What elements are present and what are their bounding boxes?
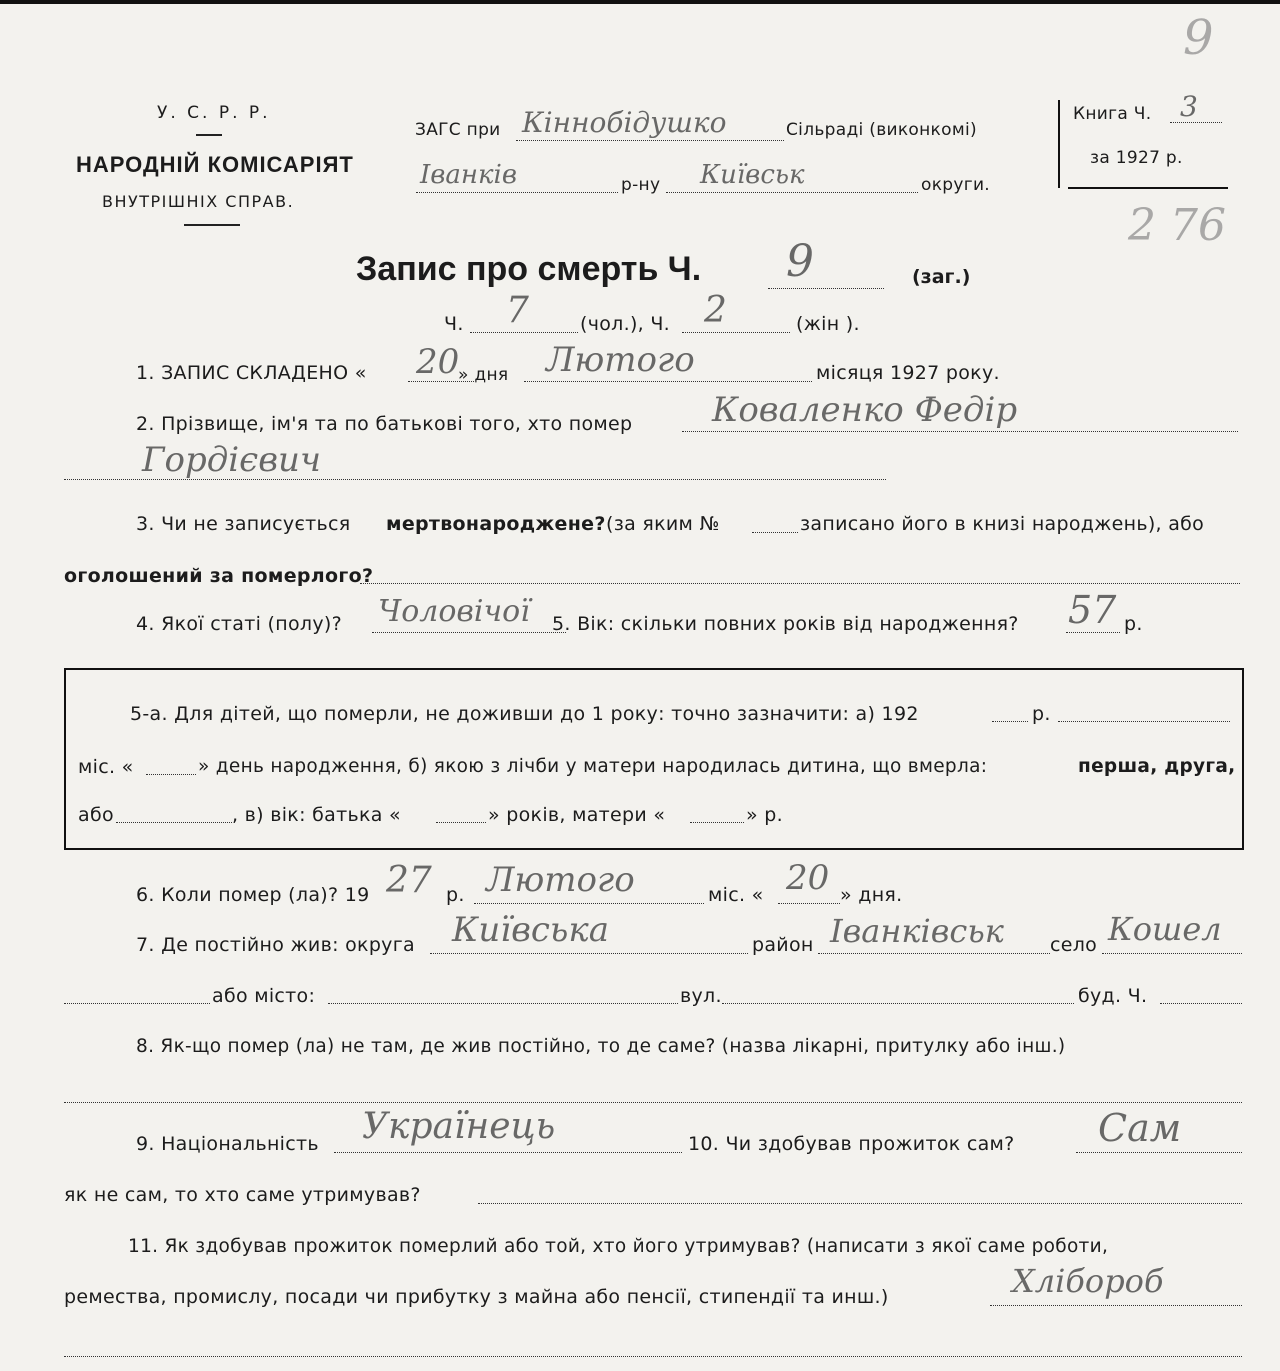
- item7-bud: буд. Ч.: [1078, 985, 1148, 1007]
- item5a-line2-a: міс. «: [78, 756, 134, 778]
- item4-sex-handwritten: Чоловічої: [378, 594, 530, 629]
- zags-field-line: [516, 140, 784, 141]
- book-bracket-vertical: [1058, 100, 1060, 188]
- item4-age-label: 5. Вік: скільки повних років від народження?: [552, 613, 1019, 635]
- item4-age-handwritten: 57: [1068, 588, 1117, 632]
- book-label: Книга Ч.: [1073, 104, 1152, 124]
- item11-line-bottom: [64, 1356, 1242, 1357]
- item7-misto-line: [328, 1003, 678, 1004]
- item7-selo: село: [1050, 934, 1098, 956]
- item7-abo-misto: або місто:: [212, 985, 316, 1007]
- item5a-line3-b: , в) вік: батька «: [232, 804, 401, 826]
- divider-short-2: [184, 224, 240, 226]
- item6-month-line: [474, 903, 704, 904]
- item5a-line1: 5-а. Для дітей, що померли, не доживши до 1 року: точно зазначити: а) 192: [130, 703, 919, 725]
- female-count-handwritten: 2: [704, 290, 727, 331]
- item9-nat-line: [334, 1152, 682, 1153]
- item5a-line3-d: » р.: [746, 804, 783, 826]
- item2-label: 2. Прізвище, ім'я та по батькові того, хто помер: [136, 413, 633, 435]
- top-border: [0, 0, 1280, 4]
- item6-label: 6. Коли помер (ла)? 19: [136, 884, 370, 906]
- item9-nat-handwritten: Українець: [362, 1106, 556, 1147]
- item2-name-line: [682, 431, 1238, 432]
- pencil-mark-side: 2 76: [1128, 200, 1226, 251]
- okruga-suffix: округи.: [921, 175, 991, 195]
- item5a-day-line: [146, 774, 196, 775]
- item7-misto-pre-line: [64, 1003, 210, 1004]
- republic-label: У. С. Р. Р.: [157, 103, 271, 123]
- record-suffix: (заг.): [912, 266, 971, 288]
- item3-number-line: [752, 532, 798, 533]
- item11-occ-line: [990, 1305, 1242, 1306]
- item3-part1: 3. Чи не записується: [136, 513, 351, 535]
- okruga-field-line: [666, 192, 918, 193]
- item1-month-line: [524, 381, 812, 382]
- item5a-line2-b: » день народження, б) якою з лічби у матери народилась дитина, що вмерла:: [198, 756, 988, 777]
- raion-suffix: р-ну: [621, 175, 661, 195]
- item5a-father-line: [436, 822, 486, 823]
- item7-vul: вул.: [680, 985, 722, 1007]
- zags-prefix: ЗАГС при: [415, 120, 501, 140]
- item1-suffix: місяця 1927 року.: [816, 362, 1000, 384]
- item4-sex-line: [372, 632, 566, 633]
- zags-suffix: Сільраді (виконкомі): [786, 120, 977, 140]
- item4-age-suffix: р.: [1124, 613, 1143, 635]
- item11-line2: ремества, промислу, посади чи прибутку з майна або пенсії, стипендії та инш.): [64, 1286, 889, 1308]
- item5a-line3-c: » років, матери «: [488, 804, 666, 826]
- item6-day-line: [778, 903, 840, 904]
- item1-mid: » дня: [458, 365, 509, 385]
- item6-month-handwritten: Лютого: [486, 860, 635, 900]
- item3-part3: записано його в книзі народжень), або: [800, 513, 1205, 535]
- item5a-line1-tail: [1058, 721, 1230, 722]
- item7-label: 7. Де постійно жив: округа: [136, 934, 415, 956]
- raion-handwritten: Іванків: [420, 160, 518, 190]
- zags-handwritten: Кіннобідушко: [522, 106, 727, 139]
- record-title: Запис про смерть Ч.: [356, 250, 702, 288]
- item4-age-line: [1066, 632, 1120, 633]
- item2-name2-handwritten: Гордієвич: [142, 440, 322, 480]
- item1-month-handwritten: Лютого: [546, 340, 695, 380]
- commissariat-title: НАРОДНІЙ КОМІСАРІЯТ: [76, 152, 354, 177]
- item7-raion-line: [818, 953, 1050, 954]
- item8-line: [64, 1102, 1242, 1103]
- item3-declared-dead-label: оголошений за померлого?: [64, 565, 374, 587]
- item1-day-handwritten: 20: [416, 342, 460, 382]
- male-count-line: [470, 332, 578, 333]
- female-count-line: [682, 332, 790, 333]
- raion-field-line: [416, 192, 618, 193]
- item3-stillborn-label: мертвонароджене?: [386, 513, 606, 535]
- item4-label: 4. Якої статі (полу)?: [136, 613, 342, 635]
- item8-label: 8. Як-що помер (ла) не там, де жив постійно, то де саме? (назва лікарні, притулку або інш.): [136, 1036, 1066, 1057]
- male-count-handwritten: 7: [506, 290, 529, 331]
- item6-year-handwritten: 27: [386, 860, 432, 901]
- book-number-handwritten: 3: [1180, 90, 1198, 123]
- item6-r: р.: [446, 884, 465, 906]
- item2-name-handwritten: Коваленко Федір: [712, 390, 1018, 430]
- item7-selo-line: [1102, 953, 1242, 954]
- item5a-or-line: [116, 822, 232, 823]
- book-bracket-horizontal: [1068, 187, 1228, 189]
- item7-bud-line: [1160, 1003, 1242, 1004]
- item3-declared-line: [360, 583, 1240, 584]
- okruga-handwritten: Київськ: [700, 160, 805, 190]
- item6-day-handwritten: 20: [786, 858, 830, 898]
- item7-vul-line: [722, 1003, 1074, 1004]
- item11-occ-handwritten: Хлібороб: [1012, 1262, 1164, 1300]
- pencil-mark-top: 9: [1183, 10, 1214, 66]
- item10-self-line: [1076, 1152, 1242, 1153]
- female-label: (жін ).: [796, 313, 860, 335]
- item5a-line1-r: р.: [1032, 703, 1051, 725]
- item7-selo-handwritten: Кошел: [1108, 910, 1222, 948]
- item10-label: 10. Чи здобував прожиток сам?: [688, 1133, 1015, 1155]
- item9-label: 9. Національність: [136, 1133, 319, 1155]
- record-number-line: [768, 288, 884, 289]
- ch-label-1: Ч.: [444, 313, 464, 335]
- year-label: за 1927 р.: [1090, 148, 1183, 168]
- item5a-first-second: перша, друга,: [1078, 756, 1236, 777]
- item10-who-line: [478, 1203, 1242, 1204]
- record-number-handwritten: 9: [786, 236, 814, 287]
- item6-dnya: » дня.: [840, 884, 903, 906]
- item5a-line3-a: або: [78, 804, 114, 826]
- item7-okruga-line: [430, 953, 748, 954]
- item7-okruga-handwritten: Київська: [452, 910, 610, 950]
- male-label: (чол.), Ч.: [580, 313, 671, 335]
- item5a-year-line: [992, 721, 1028, 722]
- divider-short: [196, 134, 222, 136]
- item11-line1: 11. Як здобував прожиток померлий або той, хто його утримував? (написати з якої саме роботи,: [128, 1236, 1109, 1257]
- item6-mis: міс. «: [708, 884, 764, 906]
- item7-raion-handwritten: Іванківськ: [830, 912, 1004, 950]
- item3-part2: (за яким №: [606, 513, 720, 535]
- item10-who-label: як не сам, то хто саме утримував?: [64, 1184, 421, 1206]
- item5a-mother-line: [690, 822, 744, 823]
- department-label: ВНУТРІШНІХ СПРАВ.: [102, 192, 295, 211]
- item1-prefix: 1. ЗАПИС СКЛАДЕНО «: [136, 362, 367, 384]
- item10-self-handwritten: Сам: [1098, 1106, 1182, 1150]
- item7-raion: район: [752, 934, 814, 956]
